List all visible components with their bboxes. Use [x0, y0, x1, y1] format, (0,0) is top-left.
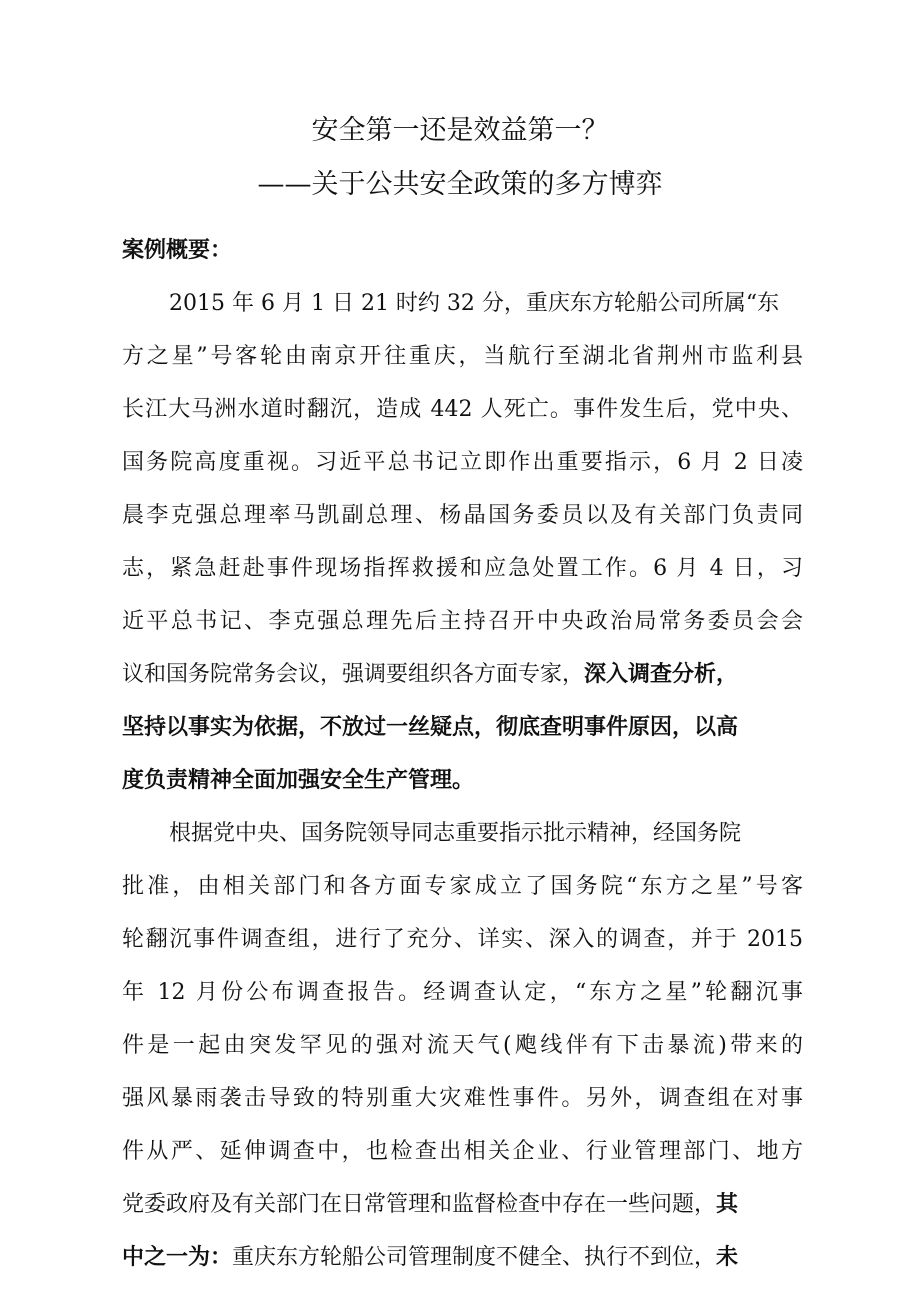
- text-line: 件是一起由突发罕见的强对流天气(飑线伴有下击暴流)带来的: [122, 1033, 803, 1058]
- text-line: [122, 657, 803, 693]
- text-line: 志，紧急赶赴事件现场指挥救援和应急处置工作。6 月 4 日，习: [122, 556, 803, 581]
- text-line: 国务院高度重视。习近平总书记立即作出重要指示，6 月 2 日凌: [122, 450, 803, 475]
- text-line: 方之星”号客轮由南京开往重庆，当航行至湖北省荆州市监利县: [122, 344, 803, 369]
- text-line: 近平总书记、李克强总理先后主持召开中央政治局常务委员会会: [122, 609, 803, 634]
- text-bold: 中之一为：: [122, 1245, 233, 1270]
- text-line: [122, 1240, 803, 1276]
- text-normal: 党委政府及有关部门在日常管理和监督检查中存在一些问题，: [122, 1192, 717, 1217]
- document-title: 安全第一还是效益第一？: [311, 115, 609, 146]
- section-heading: 案例概要：: [122, 238, 233, 263]
- text-line: 轮翻沉事件调查组，进行了充分、详实、深入的调查，并于 2015: [122, 927, 803, 952]
- text-normal: 重庆东方轮船公司管理制度不健全、执行不到位，: [232, 1245, 717, 1270]
- text-line: 年 12 月份公布调查报告。经调查认定，“东方之星”轮翻沉事: [122, 980, 803, 1005]
- text-line: 批准，由相关部门和各方面专家成立了国务院“东方之星”号客: [122, 874, 803, 899]
- text-line-bold: 度负责精神全面加强安全生产管理。: [122, 768, 475, 793]
- text-line: 强风暴雨袭击导致的特别重大灾难性事件。另外，调查组在对事: [122, 1086, 803, 1111]
- text-bold: 未: [716, 1245, 739, 1270]
- text-line-bold: 坚持以事实为依据，不放过一丝疑点，彻底查明事件原因，以高: [122, 715, 739, 740]
- document-subtitle: ——关于公共安全政策的多方博弈: [257, 169, 663, 200]
- text-line: 根据党中央、国务院领导同志重要指示批示精神，经国务院: [169, 821, 742, 846]
- text-bold: 深入调查分析，: [584, 662, 739, 687]
- text-line: [122, 1187, 803, 1223]
- text-normal: 议和国务院常务会议，强调要组织各方面专家，: [122, 662, 585, 687]
- text-line: 晨李克强总理率马凯副总理、杨晶国务委员以及有关部门负责同: [122, 503, 803, 528]
- text-line: 长江大马洲水道时翻沉，造成 442 人死亡。事件发生后，党中央、: [122, 397, 803, 422]
- text-line: 件从严、延伸调查中，也检查出相关企业、行业管理部门、地方: [122, 1139, 803, 1164]
- text-bold: 其: [716, 1192, 739, 1217]
- text-line: 2015 年 6 月 1 日 21 时约 32 分，重庆东方轮船公司所属“东: [169, 291, 780, 316]
